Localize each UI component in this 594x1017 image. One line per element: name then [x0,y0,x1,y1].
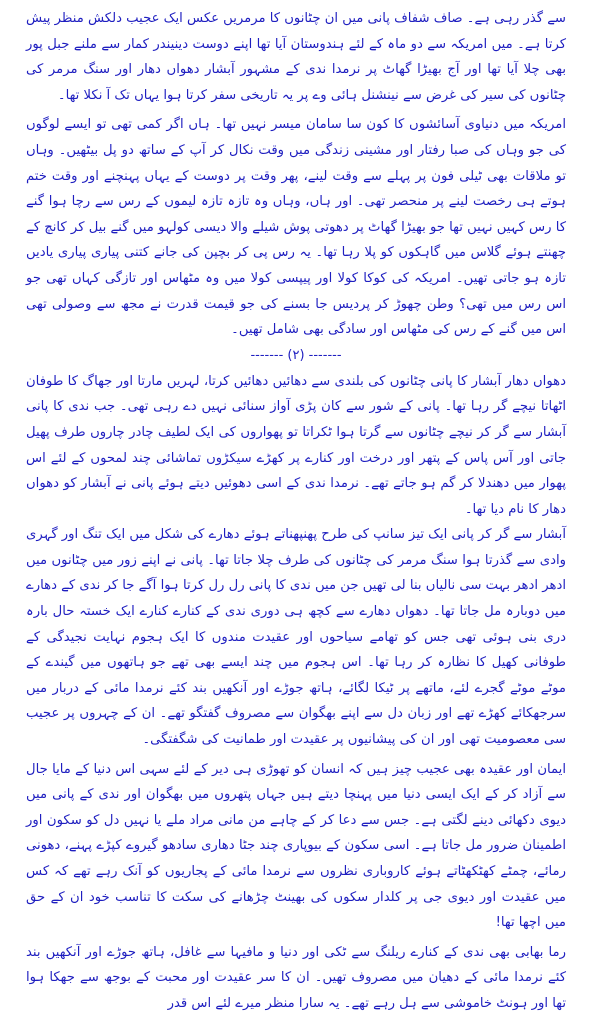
paragraph-6: رما بھابی بھی ندی کے کنارے ریلنگ سے ٹکی اور دنیا و مافیہا سے غافل، ہاتھ جوڑے اور آنکھیں بند کئے نرمدا مائی کے دھیان میں مصروف تھیں۔ ان کا سر عقیدت اور محبت کے بوجھ سے جھکا ہوا تھا اور ہونٹ خاموشی سے ہل رہے تھے۔ یہ سارا منظر میرے لئے اس قدر [26,944,566,1011]
paragraph-1: سے گذر رہی ہے۔ صاف شفاف پانی میں ان چٹانوں کا مرمریں عکس ایک عجیب دلکش منظر پیش کرتا ہے۔ میں امریکہ سے دو ماہ کے لئے ہندوستان آیا تھا اپنے دوست دینیندر کمار سے ملنے جبل پور بھی چلا آیا تھا اور آج بھیڑا گھاٹ پر نرمدا ندی کے مشہور آبشار دھواں دھار اور سنگ مرمر کی چٹانوں کی سیر کی غرض سے نینشنل ہائی وے پر یہ تاریخی سفر کرتا ہوا یہاں تک آ نکلا تھا۔ [26,11,566,103]
paragraph-2: امریکہ میں دنیاوی آسائشوں کا کون سا سامان میسر نہیں تھا۔ ہاں اگر کمی تھی تو ایسے لوگوں کی جو وہاں کی صبا رفتار اور مشینی زندگی میں وقت نکال کر آپ کے ساتھ دو پل بیٹھیں۔ وہاں تو ملاقات بھی ٹیلی فون پر پہلے سے وقت لینے، پھر وقت پر دوست کے یہاں پہنچنے اور وقت ختم ہوتے ہی رخصت لینے پر منحصر تھی۔ اور ہاں، وہاں وہ تازہ تازہ لیموں کے رس سے رچا ہوا گنے کا رس کہیں نہیں تھا جو بھیڑا گھاٹ پر دھوتی پوش شیلے والا دیسی کولہو میں گنے بیل کر کانچ کے چھنتے ہوئے گلاس میں گاہکوں کو پلا رہا تھا۔ یہ رس پی کر بچپن کی جانے کتنی پیاری پیاری یادیں تازہ ہو جاتی تھیں۔ امریکہ کی کوکا کولا اور پیپسی کولا میں وہ مٹھاس اور تازگی کہاں تھی جو اس رس میں تھی؟ وطن چھوڑ کر پردیس جا بسنے کی جو قیمت قدرت نے مجھ سے وصولی تھی اس میں گنے کے رس کی مٹھاس اور سادگی بھی شامل تھیں۔ [26,117,566,338]
paragraph-3: دھواں دھار آبشار کا پانی چٹانوں کی بلندی سے دھائیں دھائیں کرتا، لہریں مارتا اور جھاگ کا طوفان اٹھاتا نیچے گر رہا تھا۔ پانی کے شور سے کان پڑی آواز سنائی نہیں دے رہی تھی۔ جب ندی کا پانی آبشار سے گر کر نیچے چٹانوں سے گرتا ہوا ٹکراتا تو پھواروں کی ایک لطیف چادر چاروں طرف پھیل جاتی اور آس پاس کے پتھر اور درخت اور کنارے پر کھڑے سیکڑوں تماشائی چند لمحوں کے لئے اس پھوار میں دھندلا کر گم ہو جاتے تھے۔ نرمدا ندی کے اسی دھوئیں دیتے ہوئے پانی نے آبشار کو دھواں دھار کا نام دیا تھا۔ [26,373,566,517]
section-divider: ------- (۲) ------- [250,347,342,363]
paragraph-4: آبشار سے گر کر پانی ایک تیز سانپ کی طرح پھنپھناتے ہوئے دھارے کی شکل میں ایک تنگ اور گہری وادی سے گذرتا ہوا سنگ مرمر کی چٹانوں کی طرف چلا جاتا تھا۔ پانی نے اپنے زور میں چٹانوں میں ادھر ادھر بہت سی نالیاں بنا لی تھیں جن میں ندی کا پانی رل رل کرتا ہوا آگے جا کر ندی کے دھارے میں دوبارہ مل جاتا تھا۔ دھواں دھارے سے کچھ ہی دوری ندی کے کنارے کنارے ایک خستہ حال بارہ دری بنی ہوئی تھی جس کو تھامے سیاحوں اور عقیدت مندوں کا ایک ہجوم نہایت نجیدگی کے طوفانی کھیل کا نظارہ کر رہا تھا۔ اس ہجوم میں چند ایسے بھی تھے جو ہاتھوں میں گیندے کے موٹے موٹے گجرے لئے، ماتھے پر ٹیکا لگائے، ہاتھ جوڑے اور آنکھیں بند کئے نرمدا مائی کے دربار میں سرجھکائے کھڑے تھے اور زبان دل سے اپنے بھگوان سے مصروف گفتگو تھے۔ ان کے چہروں پر عجیب سی معصومیت تھی اور ان کی پیشانیوں پر عقیدت اور طمانیت کی شگفتگی۔ [26,527,566,748]
paragraph-5: ایمان اور عقیدہ بھی عجیب چیز ہیں کہ انسان کو تھوڑی ہی دیر کے لئے سہی اس دنیا کے مایا جال سے آزاد کر کے ایک ایسی دنیا میں پہنچا دیتے ہیں جہاں پتھروں میں بھگوان اور ندی کے پانی میں دیوی دکھائی دینے لگتی ہے۔ جس سے دعا کر کے چاہے من مانی مراد ملے یا نہیں دل کو سکون اور اطمینان ضرور مل جاتا ہے۔ اسی سکون کے بیوپاری چند جٹا دھاری سادھو گیروے کپڑے پہنے، دھونی رمائے، چمٹے کھٹکھٹاتے ہوئے کاروباری نظروں سے نرمدا مائی کے پجاریوں کو آنک رہے تھے کہ کس میں عقیدت اور دیوی جی پر کلدار سکوں کی بھینٹ چڑھانے کی سکت کا تناسب خود ان کے حق میں اچھا تھا! [26,761,566,931]
